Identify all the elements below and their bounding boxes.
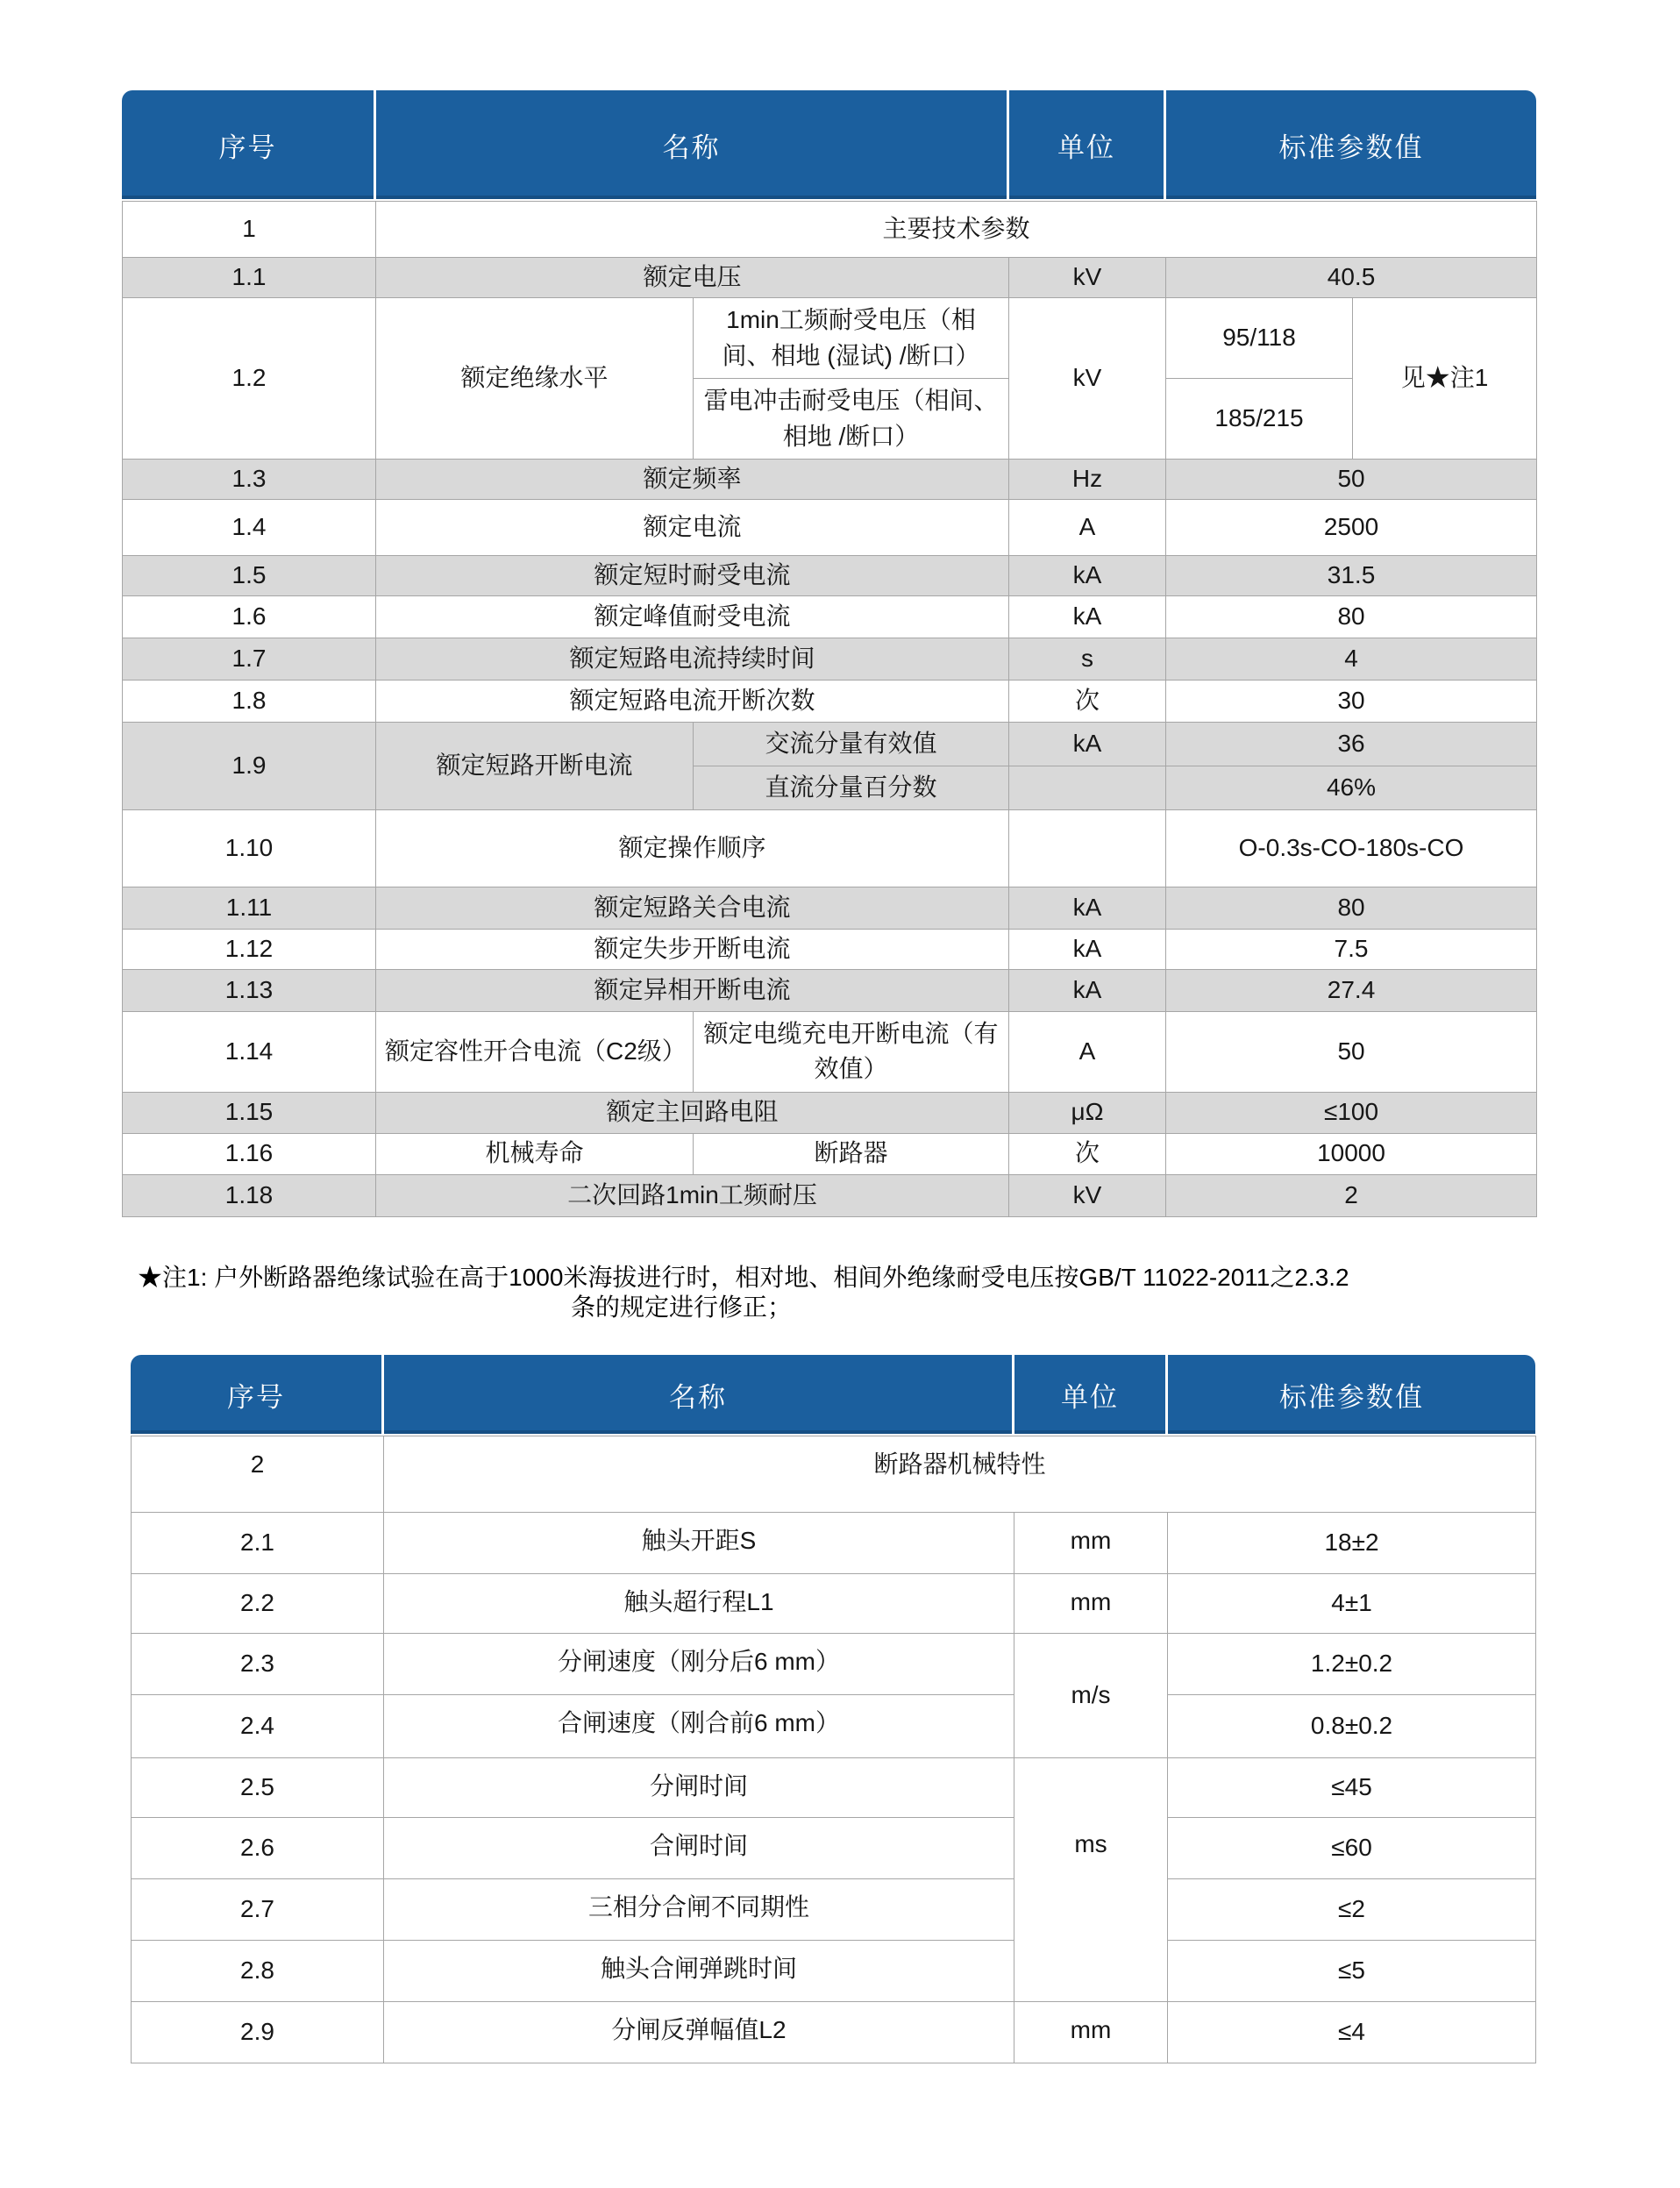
row-1-11 [123,887,1537,929]
name-cell: 额定短路电流开断次数 [376,680,1009,722]
serial-cell: 1.12 [123,929,376,969]
row-1-12 [123,929,1537,969]
name-cell: 合闸时间 [384,1818,1014,1879]
unit-cell: kA [1009,887,1166,929]
name-cell: 额定短路电流持续时间 [376,638,1009,680]
footnote-line-1: ★注1: 户外断路器绝缘试验在高于1000米海拔进行时，相对地、相间外绝缘耐受电压按GB/T 11022-2011之2.3.2 [138,1264,1349,1291]
unit-cell [1009,809,1166,887]
name-cell: 分闸速度（刚分后6 mm） [384,1634,1014,1695]
subname-cell: 交流分量有效值 [694,722,1009,766]
serial-cell: 1.13 [123,969,376,1011]
table-1-body [122,201,1537,1217]
name-cell: 额定短时耐受电流 [376,555,1009,595]
serial-cell: 2.8 [132,1941,384,2002]
row-2-8 [132,1941,1536,2002]
value-cell: 50 [1166,460,1537,500]
value-cell: ≤4 [1168,2002,1536,2063]
row-1-7 [123,638,1537,680]
unit-cell: kA [1009,595,1166,638]
value-cell: ≤100 [1166,1092,1537,1133]
row-1-5 [123,555,1537,595]
serial-cell: 1 [123,202,376,258]
section-title-cell: 断路器机械特性 [384,1436,1536,1513]
row-2-6 [132,1818,1536,1879]
name-col-header: 名称 [384,1355,1012,1434]
serial-cell: 1.5 [123,555,376,595]
row-1-3 [123,460,1537,500]
serial-cell: 1.4 [123,499,376,555]
value-cell: ≤60 [1168,1818,1536,1879]
value-cell: 95/118 [1166,298,1353,379]
value-cell: 31.5 [1166,555,1537,595]
name-cell: 触头超行程L1 [384,1574,1014,1634]
name-cell: 合闸速度（刚合前6 mm） [384,1695,1014,1758]
serial-cell: 1.8 [123,680,376,722]
unit-cell: kA [1009,929,1166,969]
serial-cell: 2.9 [132,2002,384,2063]
serial-cell: 1.7 [123,638,376,680]
value-cell: 0.8±0.2 [1168,1695,1536,1758]
name-cell: 触头合闸弹跳时间 [384,1941,1014,2002]
note-ref-cell: 见★注1 [1353,298,1537,460]
subname-cell: 雷电冲击耐受电压（相间、相地 /断口） [694,379,1009,460]
value-cell: 185/215 [1166,379,1353,460]
name-cell: 额定频率 [376,460,1009,500]
value-cell: 40.5 [1166,258,1537,298]
section-title-cell: 主要技术参数 [376,202,1537,258]
table-2-body [131,1436,1536,2063]
name-col-header: 名称 [376,90,1007,199]
row-1-13 [123,969,1537,1011]
value-cell: 10000 [1166,1133,1537,1174]
name-cell: 额定短路关合电流 [376,887,1009,929]
unit-col-header: 单位 [1014,1355,1165,1434]
unit-cell: mm [1014,2002,1168,2063]
serial-cell: 2.6 [132,1818,384,1879]
row-2-7 [132,1879,1536,1941]
serial-cell: 1.16 [123,1133,376,1174]
row-2-3 [132,1634,1536,1695]
serial-cell: 1.2 [123,298,376,460]
serial-col-header: 序号 [122,90,374,199]
footnote [138,1263,1349,1322]
unit-cell: kA [1009,722,1166,766]
row-1 [123,202,1537,258]
unit-cell: ms [1014,1758,1168,2002]
value-cell: 4±1 [1168,1574,1536,1634]
value-cell: 7.5 [1166,929,1537,969]
value-cell: 30 [1166,680,1537,722]
name-cell: 二次回路1min工频耐压 [376,1174,1009,1216]
unit-col-header: 单位 [1009,90,1164,199]
serial-cell: 1.15 [123,1092,376,1133]
serial-cell: 2 [132,1436,384,1513]
value-cell: 4 [1166,638,1537,680]
serial-cell: 1.6 [123,595,376,638]
row-1-8 [123,680,1537,722]
value-cell: ≤45 [1168,1758,1536,1818]
value-cell: O-0.3s-CO-180s-CO [1166,809,1537,887]
row-1-6 [123,595,1537,638]
unit-cell: kV [1009,258,1166,298]
unit-cell: s [1009,638,1166,680]
unit-cell: 次 [1009,1133,1166,1174]
name-cell: 机械寿命 [376,1133,694,1174]
value-cell: 2500 [1166,499,1537,555]
name-cell: 断路器 [694,1133,1009,1174]
serial-cell: 2.3 [132,1634,384,1695]
row-1-9a [123,722,1537,766]
serial-cell: 1.11 [123,887,376,929]
row-1-14 [123,1011,1537,1092]
row-1-4 [123,499,1537,555]
unit-cell: mm [1014,1574,1168,1634]
serial-cell: 2.2 [132,1574,384,1634]
value-cell: 80 [1166,887,1537,929]
footnote-line-2: 条的规定进行修正； [570,1294,792,1321]
name-cell: 额定电压 [376,258,1009,298]
row-2-5 [132,1758,1536,1818]
row-1-1 [123,258,1537,298]
serial-cell: 2.7 [132,1879,384,1941]
name-cell: 三相分合闸不同期性 [384,1879,1014,1941]
row-1-2a [123,298,1537,379]
unit-cell: mm [1014,1513,1168,1574]
unit-cell: 次 [1009,680,1166,722]
name-cell: 额定峰值耐受电流 [376,595,1009,638]
name-cell: 额定容性开合电流（C2级） [376,1011,694,1092]
name-cell: 额定异相开断电流 [376,969,1009,1011]
name-cell: 分闸时间 [384,1758,1014,1818]
subname-cell: 1min工频耐受电压（相间、相地 (湿试) /断口） [694,298,1009,379]
unit-cell: kV [1009,298,1166,460]
value-cell: 18±2 [1168,1513,1536,1574]
value-cell: 46% [1166,766,1537,809]
unit-cell: μΩ [1009,1092,1166,1133]
table-1-main-parameters [122,90,1536,1217]
unit-cell: kA [1009,555,1166,595]
value-col-header: 标准参数值 [1166,90,1536,199]
unit-cell: A [1009,499,1166,555]
table-2-header [131,1355,1535,1434]
unit-cell: m/s [1014,1634,1168,1758]
unit-cell: A [1009,1011,1166,1092]
value-cell: 80 [1166,595,1537,638]
name-cell: 触头开距S [384,1513,1014,1574]
row-2-1 [132,1513,1536,1574]
value-cell: 27.4 [1166,969,1537,1011]
name-cell: 额定主回路电阻 [376,1092,1009,1133]
serial-cell: 1.3 [123,460,376,500]
row-2-4 [132,1695,1536,1758]
row-1-18 [123,1174,1537,1216]
name-cell: 额定失步开断电流 [376,929,1009,969]
unit-cell: kA [1009,969,1166,1011]
name-cell: 额定电缆充电开断电流（有效值） [694,1011,1009,1092]
serial-cell: 1.9 [123,722,376,809]
serial-cell: 1.18 [123,1174,376,1216]
serial-cell: 1.10 [123,809,376,887]
unit-cell [1009,766,1166,809]
row-1-10 [123,809,1537,887]
serial-cell: 1.1 [123,258,376,298]
row-2-2 [132,1574,1536,1634]
serial-cell: 2.4 [132,1695,384,1758]
serial-cell: 2.5 [132,1758,384,1818]
group-name-cell: 额定短路开断电流 [376,722,694,809]
value-cell: 36 [1166,722,1537,766]
serial-cell: 1.14 [123,1011,376,1092]
value-cell: 1.2±0.2 [1168,1634,1536,1695]
row-1-16 [123,1133,1537,1174]
unit-cell: kV [1009,1174,1166,1216]
serial-col-header: 序号 [131,1355,381,1434]
row-2-9 [132,2002,1536,2063]
row-1-15 [123,1092,1537,1133]
serial-cell: 2.1 [132,1513,384,1574]
value-cell: ≤5 [1168,1941,1536,2002]
name-cell: 额定电流 [376,499,1009,555]
row-2 [132,1436,1536,1513]
value-col-header: 标准参数值 [1168,1355,1535,1434]
value-cell: 50 [1166,1011,1537,1092]
table-1-header [122,90,1536,199]
table-2-mechanical-characteristics [131,1355,1535,2063]
name-cell: 额定操作顺序 [376,809,1009,887]
value-cell: ≤2 [1168,1879,1536,1941]
name-cell: 分闸反弹幅值L2 [384,2002,1014,2063]
group-name-cell: 额定绝缘水平 [376,298,694,460]
subname-cell: 直流分量百分数 [694,766,1009,809]
value-cell: 2 [1166,1174,1537,1216]
unit-cell: Hz [1009,460,1166,500]
